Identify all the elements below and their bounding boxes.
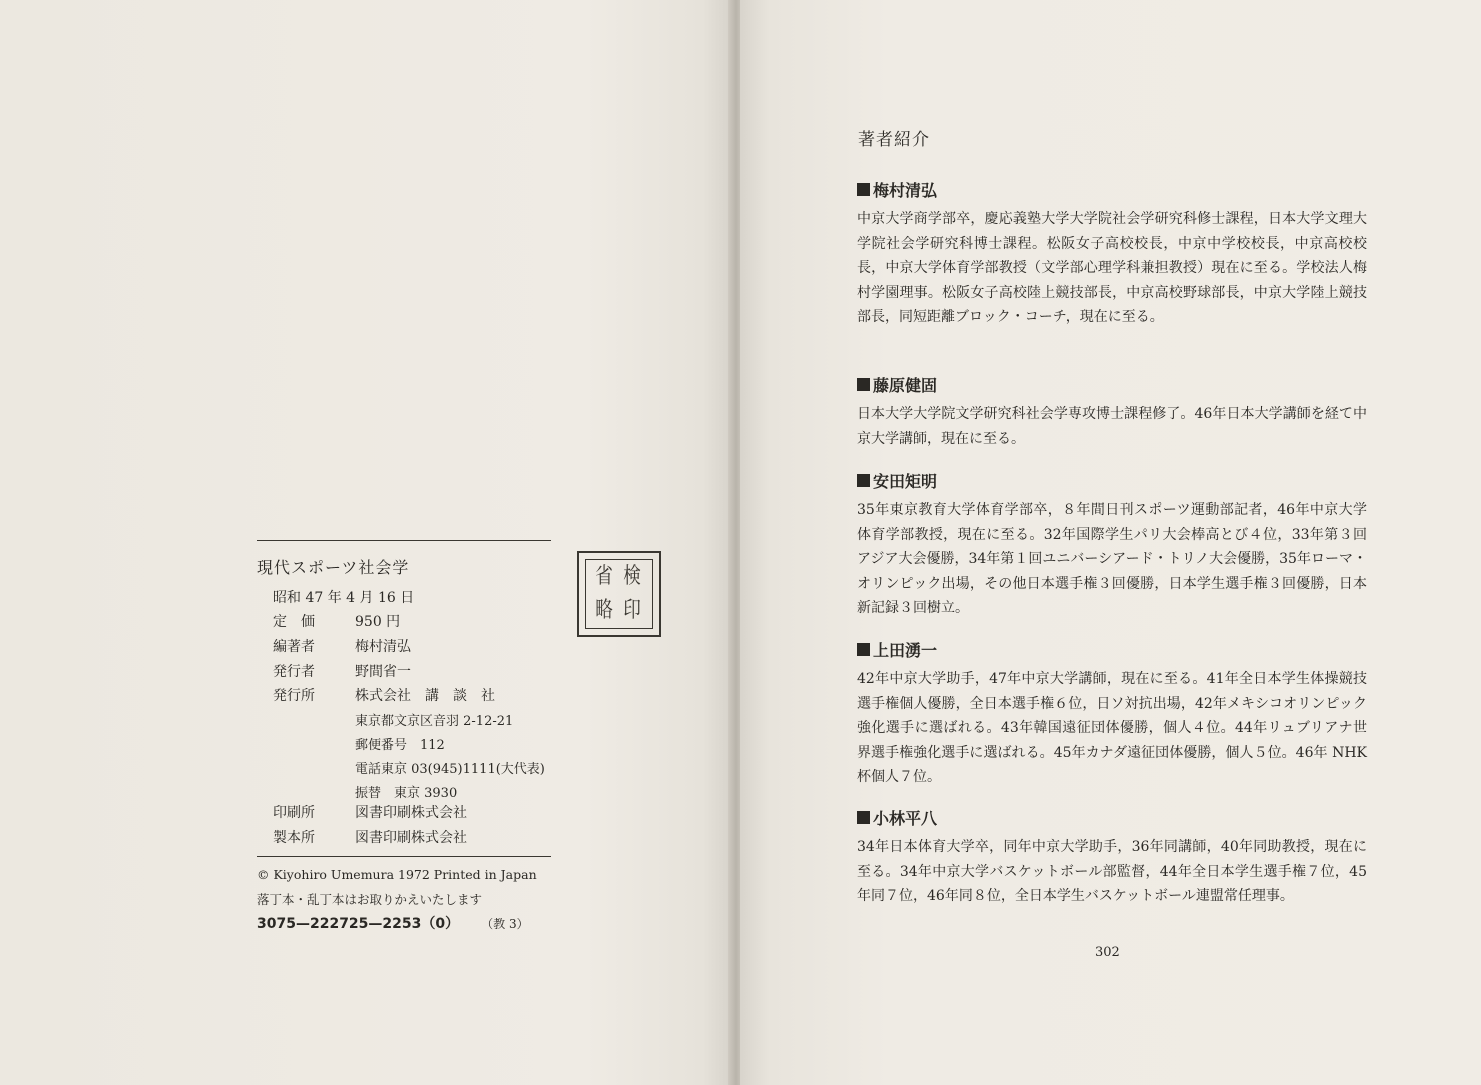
square-bullet-icon <box>857 811 870 824</box>
author-bio: 日本大学大学院文学研究科社会学専攻博士課程修了。46年日本大学講師を経て中京大学講師，現在に至る。 <box>857 406 1367 447</box>
section-heading: 著者紹介 <box>858 130 930 150</box>
author-bio: 中京大学商学部卒，慶応義塾大学大学院社会学研究科修士課程，日本大学文理大学院社会学研究科博士課程。松阪女子高校校長，中京中学校校長，中京高校校長，中京大学体育学部教授（文学部心理学科兼担教授）現在に至る。学校法人梅村学園理事。松阪女子高校陸上競技部長，中京高校野球部長，中京大学陸上競技部長，同短距離ブロック・コーチ，現在に至る。 <box>857 211 1367 325</box>
author-name: 上田湧一 <box>857 638 1367 661</box>
square-bullet-icon <box>857 183 870 196</box>
inspection-seal <box>577 551 661 637</box>
phone-line: 電話東京 03(945)1111(大代表) <box>355 762 545 777</box>
binder-label: 製本所 <box>273 830 315 846</box>
author-bio: 42年中京大学助手，47年中京大学講師，現在に至る。41年全日本学生体操競技選手権個人優勝，全日本選手権６位，日ソ対抗出場，42年メキシコオリンピック強化選手に選ばれる。43年韓国遠征団体優勝，個人４位。44年リュブリアナ世界選手権強化選手に選ばれる。45年カナダ遠征団体優勝，個人５位。46年 NHK 杯個人７位。 <box>857 671 1367 785</box>
editor-label: 編著者 <box>273 639 315 655</box>
page-number: 302 <box>1095 945 1120 960</box>
colophon-row-printer <box>273 802 467 822</box>
author-name: 梅村清弘 <box>857 178 1367 201</box>
author-bio: 35年東京教育大学体育学部卒，８年間日刊スポーツ運動部記者，46年中京大学体育学部教授，現在に至る。32年国際学生パリ大会棒高とび４位，33年第３回アジア大会優勝，34年第１回ユニバーシアード・トリノ大会優勝，35年ローマ・オリンピック出場，その他日本選手権３回優勝，日本学生選手権３回優勝，日本新記録３回樹立。 <box>857 502 1367 616</box>
author-name: 藤原健固 <box>857 373 1367 396</box>
book-code-suffix: （教 3） <box>487 917 529 931</box>
author-name: 小林平八 <box>857 806 1367 829</box>
publisher-value: 野間省一 <box>355 664 411 680</box>
author-bio: 34年日本体育大学卒，同年中京大学助手，36年同講師，40年同助教授，現在に至る。34年中京大学バスケットボール部監督，44年全日本学生選手権７位，45年同７位，46年同８位，全日本学生バスケットボール連盟常任理事。 <box>857 839 1367 904</box>
author-entry <box>857 638 1367 790</box>
binder-value: 図書印刷株式会社 <box>355 830 467 846</box>
book-title: 現代スポーツ社会学 <box>257 558 410 577</box>
author-entry <box>857 373 1367 451</box>
price-value: 950 円 <box>355 614 401 630</box>
colophon-row-binder <box>273 827 467 847</box>
editor-value: 梅村清弘 <box>355 639 411 655</box>
square-bullet-icon <box>857 643 870 656</box>
colophon-row-price <box>273 611 400 631</box>
publishing-house-label: 発行所 <box>273 688 315 704</box>
seal-char: 省 <box>595 564 613 589</box>
publisher-label: 発行者 <box>273 664 315 680</box>
book-code <box>257 913 529 933</box>
printer-label: 印刷所 <box>273 805 315 821</box>
printer-value: 図書印刷株式会社 <box>355 805 467 821</box>
author-entry <box>857 806 1367 909</box>
colophon-row-editor <box>273 636 411 656</box>
left-page <box>0 0 732 1085</box>
publishing-house-value: 株式会社 講 談 社 <box>355 688 495 704</box>
book-code-number: 3075—222725—2253（0） <box>257 916 460 932</box>
colophon-row-publisher <box>273 661 411 681</box>
colophon-bottom-rule <box>257 856 551 857</box>
transfer-line: 振替 東京 3930 <box>355 786 458 801</box>
square-bullet-icon <box>857 378 870 391</box>
address-line: 東京都文京区音羽 2-12-21 <box>355 714 514 729</box>
colophon-row-publishing-house <box>273 685 495 705</box>
postal-code-line: 郵便番号 112 <box>355 738 445 753</box>
publication-date: 昭和 47 年 4 月 16 日 <box>273 590 415 606</box>
colophon-top-rule <box>257 540 551 541</box>
colophon-row-date <box>273 587 414 607</box>
price-label: 定 価 <box>273 614 315 630</box>
square-bullet-icon <box>857 474 870 487</box>
seal-char: 略 <box>595 598 613 623</box>
seal-char: 印 <box>623 598 641 623</box>
seal-char: 検 <box>623 564 641 589</box>
replacement-notice: 落丁本・乱丁本はお取りかえいたします <box>257 892 483 907</box>
author-entry <box>857 469 1367 621</box>
author-entry <box>857 178 1367 330</box>
copyright-line: © Kiyohiro Umemura 1972 Printed in Japan <box>257 867 537 882</box>
author-name: 安田矩明 <box>857 469 1367 492</box>
